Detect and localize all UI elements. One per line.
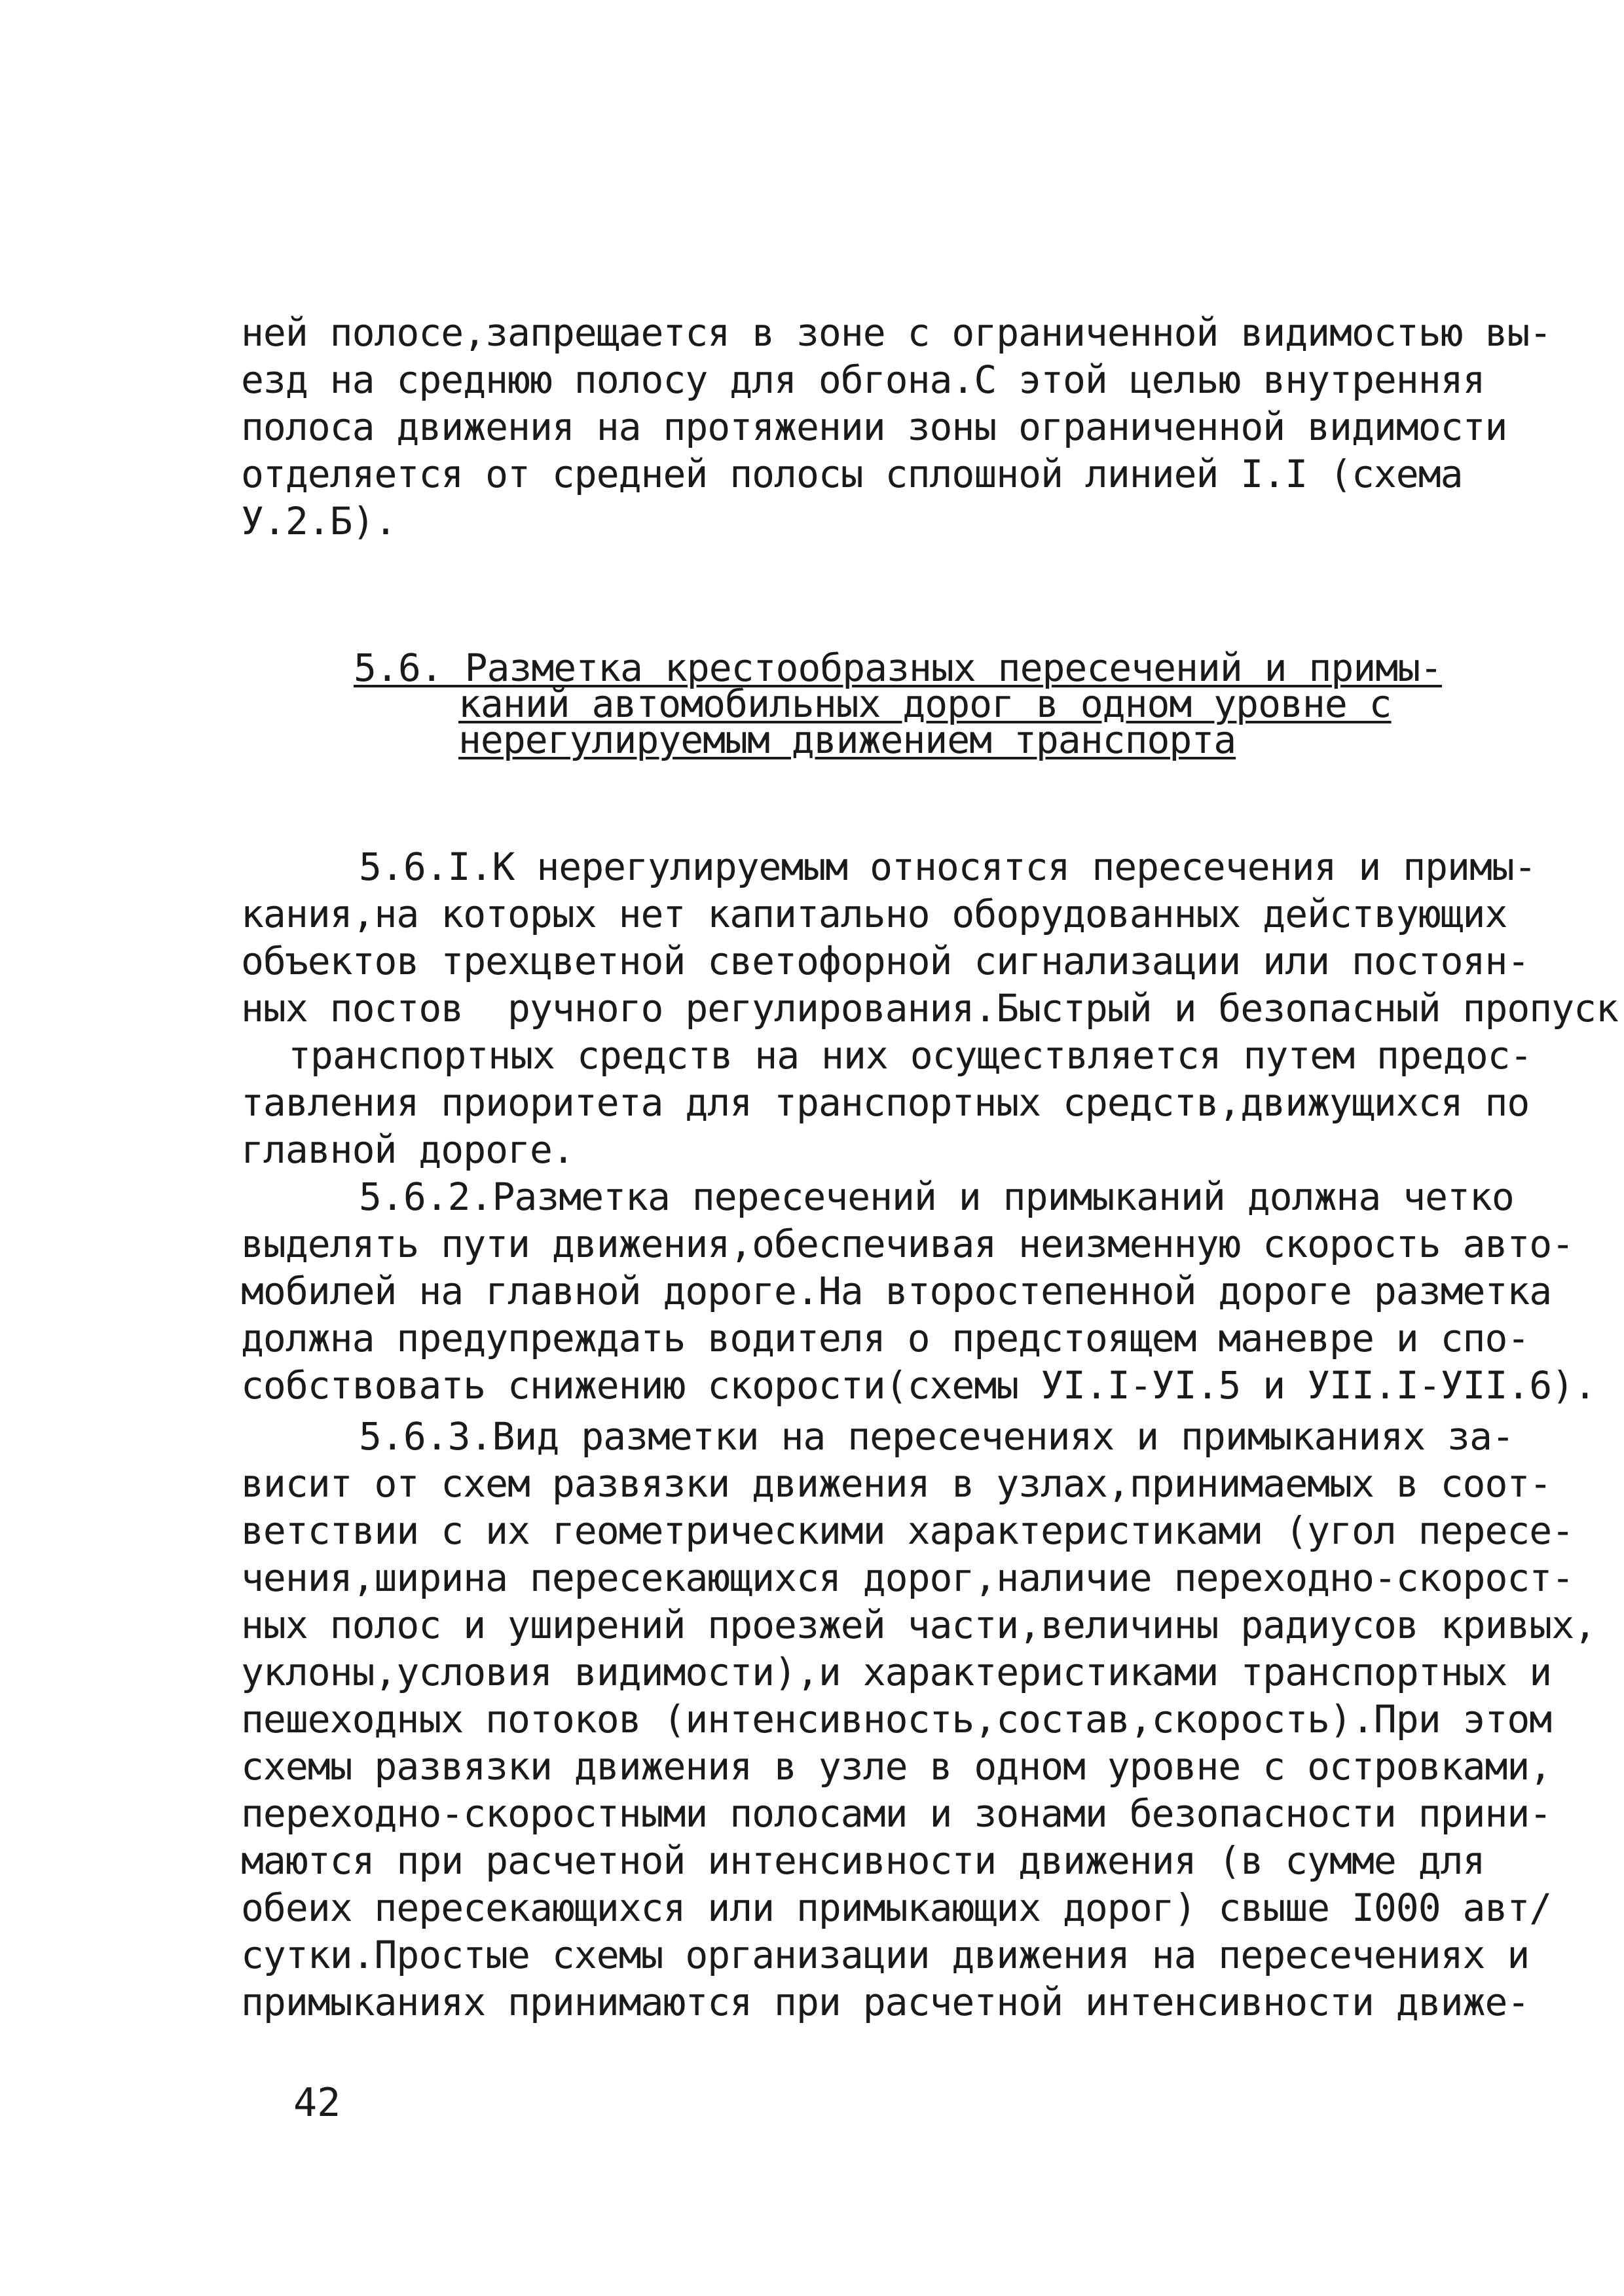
paragraph-line: главной дороге. xyxy=(241,1127,574,1172)
paragraph-line: транспортных средств на них осуществляется путем предос- xyxy=(288,1033,1532,1078)
intro-line: ней полосе,запрещается в зоне с ограниченной видимостью вы- xyxy=(241,310,1552,355)
paragraph-line: тавления приоритета для транспортных средств,движущихся по xyxy=(241,1080,1530,1125)
paragraph-line: ных полос и уширений проезжей части,величины радиусов кривых, xyxy=(241,1603,1596,1647)
paragraph-line: схемы развязки движения в узле в одном уровне с островками, xyxy=(241,1744,1552,1789)
paragraph-line: сутки.Простые схемы организации движения на пересечениях и xyxy=(241,1933,1530,1977)
intro-line: езд на среднюю полосу для обгона.С этой целью внутренняя xyxy=(241,357,1485,402)
paragraph-line: выделять пути движения,обеспечивая неизменную скорость авто- xyxy=(241,1222,1574,1266)
intro-line: отделяется от средней полосы сплошной линией I.I (схема xyxy=(241,452,1463,496)
section-heading-line: каний автомобильных дорог в одном уровне с xyxy=(458,682,1392,726)
paragraph-line: переходно-скоростными полосами и зонами безопасности прини- xyxy=(241,1791,1552,1836)
paragraph-line: обеих пересекающихся или примыкающих дорог) свыше I000 авт/ xyxy=(241,1886,1552,1930)
paragraph-line: кания,на которых нет капитально оборудованных действующих xyxy=(241,892,1507,936)
intro-line: полоса движения на протяжении зоны ограниченной видимости xyxy=(241,405,1507,449)
paragraph-line: собствовать снижению скорости(схемы УI.I-УI.5 и УII.I-УII.6). xyxy=(241,1363,1596,1408)
paragraph-line: пешеходных потоков (интенсивность,состав,скорость).При этом xyxy=(241,1697,1552,1741)
paragraph-line: мобилей на главной дороге.На второстепенной дороге разметка xyxy=(241,1269,1552,1313)
section-heading-line: нерегулируемым движением транспорта xyxy=(458,718,1236,762)
paragraph-line: ветствии с их геометрическими характеристиками (угол пересе- xyxy=(241,1508,1574,1553)
paragraph-line: чения,ширина пересекающихся дорог,наличие переходно-скорост- xyxy=(241,1556,1574,1600)
paragraph-line: должна предупреждать водителя о предстоящем маневре и спо- xyxy=(241,1316,1530,1360)
paragraph-line: уклоны,условия видимости),и характеристиками транспортных и xyxy=(241,1650,1552,1694)
paragraph-line: висит от схем развязки движения в узлах,принимаемых в соот- xyxy=(241,1461,1552,1506)
paragraph-line: 5.6.2.Разметка пересечений и примыканий должна четко xyxy=(359,1175,1514,1219)
page-number: 42 xyxy=(293,2080,341,2126)
paragraph-line: 5.6.I.К нерегулируемым относятся пересечения и примы- xyxy=(359,845,1536,889)
paragraph-line: 5.6.3.Вид разметки на пересечениях и примыканиях за- xyxy=(359,1414,1514,1459)
paragraph-line: маются при расчетной интенсивности движения (в сумме для xyxy=(241,1838,1485,1883)
paragraph-line: объектов трехцветной светофорной сигнализации или постоян- xyxy=(241,939,1530,983)
intro-line: У.2.Б). xyxy=(241,499,397,543)
paragraph-line: примыканиях принимаются при расчетной интенсивности движе- xyxy=(241,1980,1530,2024)
paragraph-line: ных постов ручного регулирования.Быстрый и безопасный пропуск xyxy=(241,986,1618,1030)
section-heading-line: 5.6. Разметка крестообразных пересечений и примы- xyxy=(354,646,1443,690)
